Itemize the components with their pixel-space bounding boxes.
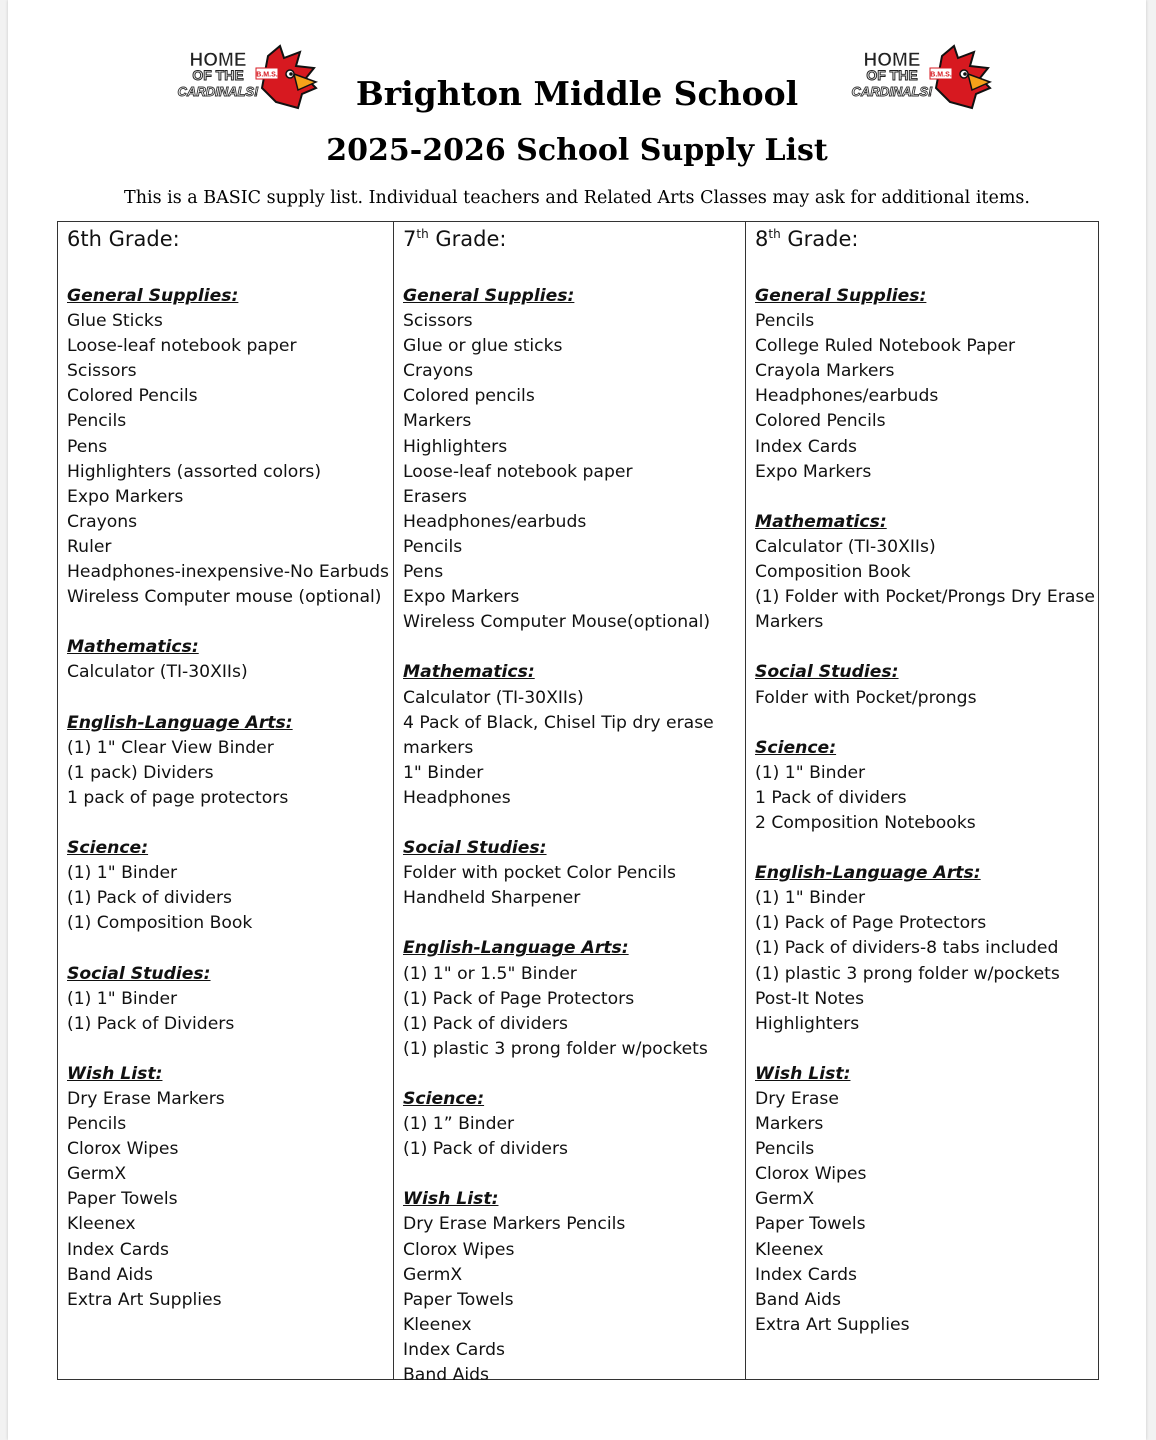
page-title: Brighton Middle School: [355, 74, 799, 113]
supply-item: Extra Art Supplies: [755, 1314, 910, 1335]
document-page: [8, 0, 1146, 1440]
grade-suffix: th: [768, 227, 781, 241]
logo-line-cardinals: CARDINALS!: [177, 84, 259, 99]
supply-item: Pens: [403, 562, 444, 583]
supply-item: (1) Pack of dividers-8 tabs included: [755, 938, 1059, 959]
supply-item: Kleenex: [67, 1214, 136, 1235]
supply-item: Dry Erase Markers: [67, 1089, 225, 1109]
supply-item: (1) Folder with Pocket/Prongs Dry Erase: [755, 587, 1095, 608]
supply-item: (1) plastic 3 prong folder w/pockets: [403, 1038, 708, 1059]
supply-item: GermX: [755, 1189, 815, 1210]
page-subtitle: 2025-2026 School Supply List: [326, 133, 828, 168]
section-title: Wish List:: [755, 1063, 851, 1084]
supply-item: Scissors: [67, 361, 137, 382]
section-spacer: [755, 711, 1098, 736]
section-spacer: [755, 1037, 1098, 1062]
section-title: Social Studies:: [755, 662, 899, 683]
supply-table: [57, 221, 1099, 1386]
grade-number: 8: [755, 227, 769, 251]
supply-item: (1) 1" or 1.5" Binder: [403, 963, 577, 984]
grade-column-8: [746, 222, 1098, 1379]
supply-item: GermX: [67, 1164, 127, 1185]
section-title: English-Language Arts:: [67, 712, 293, 733]
supply-item: Markers: [403, 411, 472, 432]
supply-item: 1 Pack of dividers: [755, 787, 907, 808]
section-title: Mathematics:: [403, 662, 535, 683]
logo-line-ofthe: OF THE: [866, 67, 918, 83]
supply-item: 1 pack of page protectors: [67, 787, 289, 808]
supply-item: Dry Erase: [755, 1089, 839, 1109]
supply-item: Colored Pencils: [755, 411, 886, 432]
supply-item: Highlighters (assorted colors): [67, 461, 322, 482]
supply-item: Folder with Pocket/prongs: [755, 687, 977, 708]
supply-item: (1) 1" Binder: [67, 863, 178, 884]
intro-text: This is a BASIC supply list. Individual teachers and Related Arts Classes may ask for additional items.: [124, 188, 1030, 208]
supply-item: (1) Composition Book: [67, 913, 253, 934]
section-spacer: [67, 686, 393, 711]
supply-item: (1) Pack of Page Protectors: [403, 988, 635, 1009]
logo-line-ofthe: OF THE: [192, 67, 244, 83]
supply-item: Headphones-inexpensive-No Earbuds: [67, 562, 390, 583]
supply-item: Markers: [755, 612, 824, 633]
grade-column-7: [394, 222, 746, 1386]
supply-item: Ruler: [67, 536, 112, 557]
supply-item: Highlighters: [755, 1013, 860, 1034]
section-spacer: [67, 811, 393, 836]
supply-item: Glue Sticks: [67, 311, 163, 332]
supply-item: Clorox Wipes: [67, 1139, 179, 1160]
section-title: Social Studies:: [403, 838, 547, 859]
section-spacer: [67, 936, 393, 961]
section-title: Wish List:: [67, 1063, 163, 1084]
logo-badge: B.M.S.: [256, 71, 278, 79]
supply-item: Calculator (TI-30XIIs): [403, 687, 584, 708]
section-title: English-Language Arts:: [403, 938, 629, 959]
supply-item: 1" Binder: [403, 762, 484, 783]
supply-item: (1) 1" Binder: [755, 762, 866, 783]
supply-item: Pencils: [755, 311, 815, 332]
section-title: Science:: [403, 1089, 485, 1109]
supply-item: Colored pencils: [403, 386, 535, 407]
supply-item: Highlighters: [403, 436, 508, 457]
supply-item: Wireless Computer mouse (optional): [67, 587, 382, 608]
section-title: Science:: [755, 737, 837, 758]
supply-item: Headphones: [403, 787, 511, 808]
supply-item: Index Cards: [67, 1239, 169, 1260]
supply-item: Expo Markers: [755, 461, 872, 482]
grade-heading: [755, 224, 1098, 254]
supply-item: Pencils: [755, 1139, 815, 1160]
supply-item: Scissors: [403, 311, 473, 332]
logo-badge: B.M.S.: [930, 71, 952, 79]
supply-item: 2 Composition Notebooks: [755, 812, 976, 833]
supply-item: Composition Book: [755, 562, 911, 583]
supply-item: Headphones/earbuds: [403, 511, 587, 532]
supply-item: Pens: [67, 436, 108, 457]
section-spacer: [403, 811, 745, 836]
supply-item: GermX: [403, 1264, 463, 1285]
supply-item: Paper Towels: [403, 1289, 514, 1310]
supply-item: Calculator (TI-30XIIs): [755, 536, 936, 557]
grade-word: Grade:: [108, 227, 180, 251]
supply-item: Handheld Sharpener: [403, 888, 581, 909]
supply-item: Loose-leaf notebook paper: [403, 461, 633, 482]
supply-item: (1 pack) Dividers: [67, 762, 214, 783]
supply-item: Extra Art Supplies: [67, 1289, 222, 1310]
supply-item: (1) Pack of dividers: [403, 1139, 568, 1160]
section-spacer: [755, 485, 1098, 510]
section-spacer: [67, 1037, 393, 1062]
logo-line-home: HOME: [863, 50, 921, 71]
supply-item: (1) 1" Binder: [67, 988, 178, 1009]
supply-item: Paper Towels: [67, 1189, 178, 1210]
supply-item: Wireless Computer Mouse(optional): [403, 612, 711, 633]
supply-item: (1) Pack of dividers: [67, 888, 232, 909]
supply-item: Pencils: [403, 536, 463, 557]
supply-item: Band Aids: [403, 1365, 489, 1386]
grade-word: Grade:: [435, 227, 507, 251]
supply-item: Crayons: [67, 511, 138, 532]
supply-item: 4 Pack of Black, Chisel Tip dry erase: [403, 712, 714, 733]
supply-item: Folder with pocket Color Pencils: [403, 863, 677, 884]
supply-item: Paper Towels: [755, 1214, 866, 1235]
supply-item: Clorox Wipes: [755, 1164, 867, 1185]
supply-item: Band Aids: [67, 1264, 153, 1285]
supply-item: Loose-leaf notebook paper: [67, 336, 297, 357]
supply-item: Crayola Markers: [755, 361, 895, 382]
section-title: Science:: [67, 838, 149, 859]
supply-item: Index Cards: [403, 1339, 505, 1360]
section-spacer: [403, 1162, 745, 1187]
section-title: Mathematics:: [755, 511, 887, 532]
supply-item: (1) 1” Binder: [403, 1114, 515, 1135]
supply-item: Crayons: [403, 361, 474, 382]
supply-item: Kleenex: [755, 1239, 824, 1260]
supply-item: Index Cards: [755, 436, 857, 457]
section-spacer: [755, 635, 1098, 660]
section-title: English-Language Arts:: [755, 863, 981, 884]
logo-line-cardinals: CARDINALS!: [851, 84, 933, 99]
logo-line-home: HOME: [189, 50, 247, 71]
grade-column-6: [58, 222, 394, 1379]
grade-suffix: th: [416, 227, 429, 241]
supply-item: Index Cards: [755, 1264, 857, 1285]
supply-item: (1) Pack of Dividers: [67, 1013, 235, 1034]
supply-item: Glue or glue sticks: [403, 336, 563, 357]
section-title: General Supplies:: [67, 286, 239, 306]
section-title: Wish List:: [403, 1189, 499, 1210]
grade-word: Grade:: [787, 227, 859, 251]
supply-item: (1) Pack of dividers: [403, 1013, 568, 1034]
supply-item: (1) 1" Binder: [755, 888, 866, 909]
grade-number: 7: [403, 227, 417, 251]
supply-item: markers: [403, 737, 474, 758]
supply-item: Dry Erase Markers Pencils: [403, 1214, 626, 1235]
section-title: General Supplies:: [755, 286, 927, 306]
supply-item: Pencils: [67, 1114, 127, 1135]
supply-item: (1) plastic 3 prong folder w/pockets: [755, 963, 1060, 984]
supply-item: (1) 1" Clear View Binder: [67, 737, 274, 758]
supply-item: Colored Pencils: [67, 386, 198, 407]
grade-heading: [67, 224, 393, 254]
supply-item: (1) Pack of Page Protectors: [755, 913, 987, 934]
supply-item: Clorox Wipes: [403, 1239, 515, 1260]
supply-item: Band Aids: [755, 1289, 841, 1310]
supply-item: Headphones/earbuds: [755, 386, 939, 407]
supply-item: Calculator (TI-30XIIs): [67, 662, 248, 683]
supply-item: Pencils: [67, 411, 127, 432]
section-spacer: [755, 836, 1098, 861]
supply-item: Erasers: [403, 486, 468, 507]
supply-item: Markers: [755, 1114, 824, 1135]
supply-item: College Ruled Notebook Paper: [755, 336, 1016, 357]
grade-number: 6th: [67, 227, 102, 251]
section-spacer: [67, 610, 393, 635]
section-spacer: [403, 635, 745, 660]
section-title: General Supplies:: [403, 286, 575, 306]
supply-item: Kleenex: [403, 1314, 472, 1335]
section-spacer: [403, 911, 745, 936]
section-spacer: [403, 1062, 745, 1087]
supply-item: Expo Markers: [403, 587, 520, 608]
grade-heading: [403, 224, 745, 254]
supply-item: Expo Markers: [67, 486, 184, 507]
supply-item: Post-It Notes: [755, 988, 865, 1009]
section-title: Mathematics:: [67, 637, 199, 658]
section-title: Social Studies:: [67, 963, 211, 984]
